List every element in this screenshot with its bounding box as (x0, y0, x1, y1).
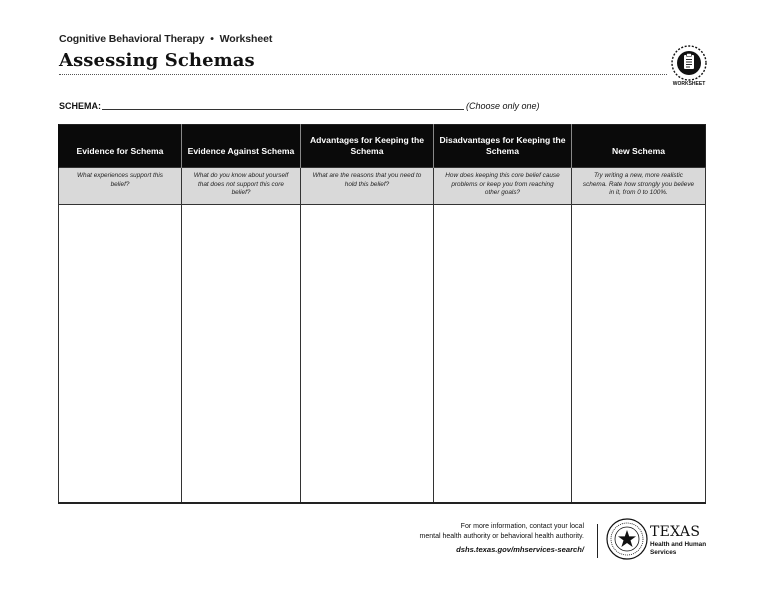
writing-area-evidence-against[interactable] (182, 205, 301, 504)
schema-field (59, 99, 540, 111)
writing-area-disadvantages[interactable] (434, 205, 572, 504)
schema-worksheet-table (58, 124, 706, 504)
table-header-row (59, 125, 706, 168)
texas-seal-icon (606, 518, 648, 560)
column-heading: New Schema (572, 125, 706, 168)
logo-agency-line: Services (650, 549, 677, 556)
worksheet-badge-icon (666, 42, 712, 88)
table-prompt-row (59, 168, 706, 205)
page-title: Assessing Schemas (59, 50, 255, 71)
column-heading: Evidence Against Schema (182, 125, 301, 168)
logo-state-name: TEXAS (650, 524, 701, 540)
writing-area-advantages[interactable] (301, 205, 434, 504)
column-prompt: What experiences support this belief? (59, 168, 182, 205)
column-prompt: Try writing a new, more realistic schema. Rate how strongly you believe in it, from 0 to 100%. (572, 168, 706, 205)
logo-agency-line: Health and Human (650, 541, 707, 548)
badge-label: WORKSHEET (672, 81, 706, 87)
header-subtitle (59, 33, 272, 45)
column-heading: Advantages for Keeping the Schema (301, 125, 434, 168)
writing-area-evidence-for[interactable] (59, 205, 182, 504)
column-prompt: What are the reasons that you need to hold this belief? (301, 168, 434, 205)
footer-divider (597, 524, 598, 558)
logo-agency-name (650, 541, 706, 557)
column-heading: Disadvantages for Keeping the Schema (434, 125, 572, 168)
footer-link[interactable]: dshs.texas.gov/mhservices-search/ (456, 545, 584, 555)
column-prompt: What do you know about yourself that does not support this core belief? (182, 168, 301, 205)
header-divider (59, 74, 667, 75)
schema-hint: (Choose only one) (466, 101, 540, 111)
table-writing-row (59, 205, 706, 504)
schema-input[interactable] (102, 99, 464, 110)
footer-contact (420, 522, 584, 555)
separator-dot: • (210, 33, 214, 45)
writing-area-new-schema[interactable] (572, 205, 706, 504)
column-heading: Evidence for Schema (59, 125, 182, 168)
program-name: Cognitive Behavioral Therapy (59, 33, 205, 45)
footer-line: For more information, contact your local (460, 523, 584, 530)
document-kind: Worksheet (219, 33, 273, 45)
footer-line: mental health authority or behavioral health authority. (419, 533, 584, 541)
schema-label: SCHEMA: (59, 101, 101, 111)
column-prompt: How does keeping this core belief cause problems or keep you from reaching other goals? (434, 168, 572, 205)
